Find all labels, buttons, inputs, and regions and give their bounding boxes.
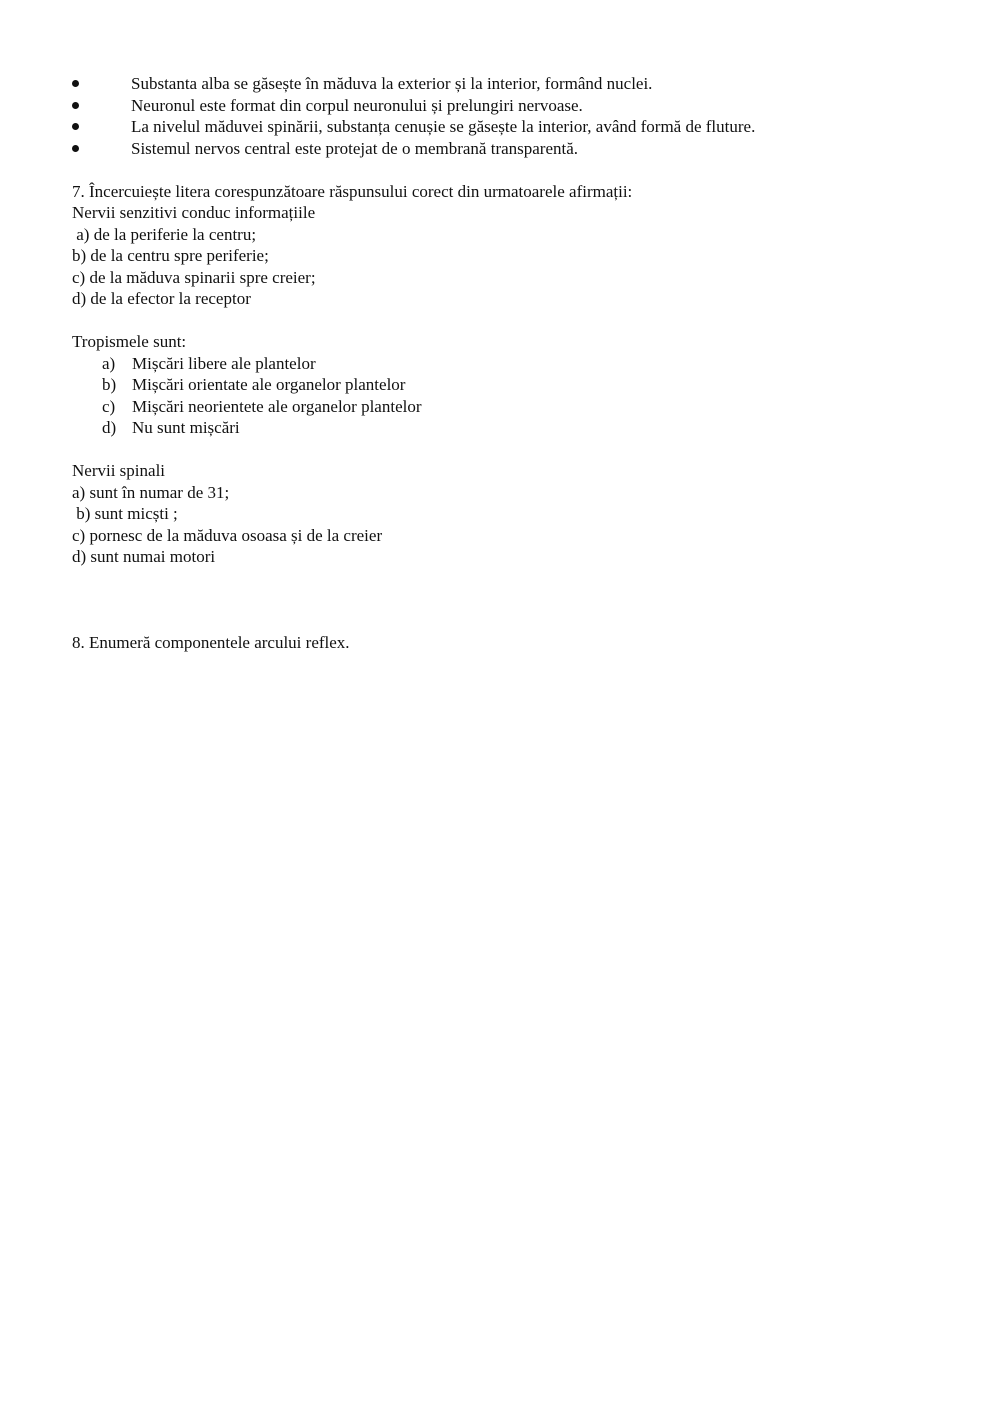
- answer-option[interactable]: [72, 417, 952, 439]
- worksheet-page: [72, 73, 952, 653]
- statement-item: [72, 116, 952, 138]
- answer-option[interactable]: a) de la periferie la centru;: [72, 224, 257, 244]
- answer-option[interactable]: b) sunt micști ;: [72, 504, 178, 523]
- question-stem: Nervii senzitivi conduc informațiile: [72, 203, 316, 222]
- option-letter: d): [102, 418, 117, 437]
- question-stem: Nervii spinali: [72, 461, 166, 480]
- question-8-heading: 8. Enumeră componentele arcului reflex.: [72, 632, 350, 652]
- question-stem: Tropismele sunt:: [72, 332, 187, 351]
- question-group-nervii-senzitivi: [72, 202, 952, 310]
- statement-text: Neuronul este format din corpul neuronului și prelungiri nervoase.: [131, 95, 583, 115]
- answer-option[interactable]: [72, 353, 952, 375]
- bullet-icon: [72, 80, 79, 87]
- option-text: Nu sunt mișcări: [132, 418, 240, 437]
- statement-item: [72, 73, 952, 95]
- statement-text: Substanta alba se găsește în măduva la exterior și la interior, formând nuclei.: [131, 74, 653, 93]
- bullet-icon: [72, 145, 79, 152]
- answer-list: [72, 353, 952, 439]
- answer-option[interactable]: b) de la centru spre periferie;: [72, 246, 269, 265]
- spacer: [72, 439, 952, 461]
- option-letter: c): [102, 396, 116, 416]
- bullet-icon: [72, 123, 79, 130]
- option-letter: a): [102, 353, 116, 373]
- spacer: [72, 310, 952, 332]
- statement-item: [72, 95, 952, 117]
- option-text: Mișcări orientate ale organelor plantelor: [132, 375, 406, 394]
- bullet-icon: [72, 102, 79, 109]
- answer-option[interactable]: d) de la efector la receptor: [72, 289, 251, 308]
- spacer: [72, 159, 952, 181]
- question-7-heading: 7. Încercuiește litera corespunzătoare răspunsului corect din urmatoarele afirmații:: [72, 181, 633, 201]
- question-group-nervii-spinali: [72, 460, 952, 568]
- question-group-tropismele: [72, 331, 952, 439]
- spacer: [72, 568, 952, 632]
- statement-text: La nivelul măduvei spinării, substanța cenușie se găsește la interior, având formă de fluture.: [131, 117, 756, 136]
- option-letter: b): [102, 375, 117, 394]
- answer-option[interactable]: a) sunt în numar de 31;: [72, 482, 230, 502]
- statement-item: [72, 138, 952, 160]
- option-text: Mișcări neorientete ale organelor plantelor: [132, 396, 422, 416]
- answer-option[interactable]: [72, 396, 952, 418]
- statement-text: Sistemul nervos central este protejat de o membrană transparentă.: [131, 138, 579, 158]
- answer-option[interactable]: [72, 374, 952, 396]
- answer-option[interactable]: c) pornesc de la măduva osoasa și de la creier: [72, 525, 383, 545]
- answer-option[interactable]: d) sunt numai motori: [72, 547, 216, 566]
- answer-option[interactable]: c) de la măduva spinarii spre creier;: [72, 267, 316, 287]
- statement-list: [72, 73, 952, 159]
- option-text: Mișcări libere ale plantelor: [132, 353, 316, 373]
